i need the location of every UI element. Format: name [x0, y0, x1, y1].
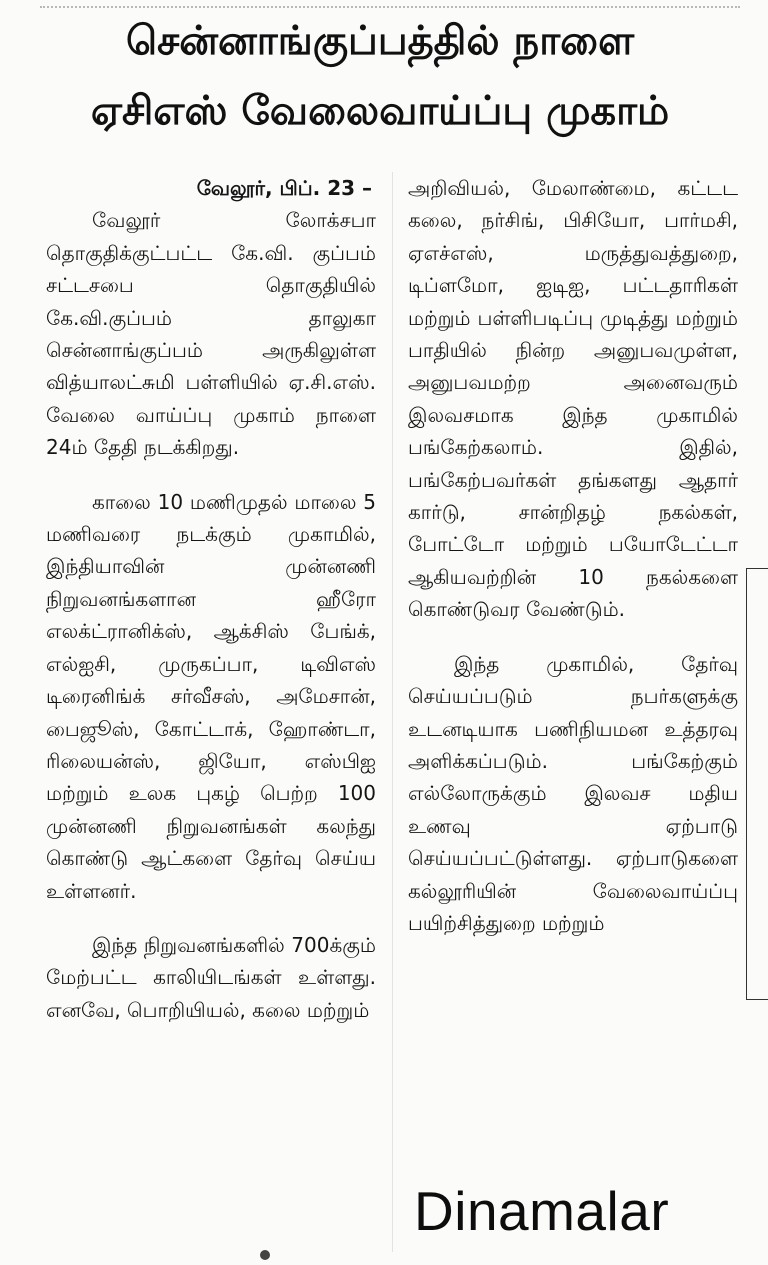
cut-off-text-fade — [408, 1130, 738, 1146]
adjacent-boxed-article-edge — [746, 568, 768, 1000]
article-left-column — [46, 172, 376, 1252]
column-gutter — [392, 172, 393, 1252]
dateline: வேலூர், பிப். 23 – — [196, 176, 372, 200]
headline-line-2: ஏசிஎஸ் வேலைவாய்ப்பு முகாம் — [90, 88, 670, 134]
left-paragraph-1: வேலூர் லோக்சபா தொகுதிக்குட்பட்ட கே.வி. குப்பம் சட்டசபை தொகுதியில் கே.வி.குப்பம் தாலுகா சென்னாங்குப்பம் அருகிலுள்ள வித்யாலட்சுமி பள்ளியில் ஏ.சி.எஸ். வேலை வாய்ப்பு முகாம் நாளை 24ம் தேதி நடக்கிறது. — [46, 208, 376, 460]
left-paragraph-3: இந்த நிறுவனங்களில் 700க்கும் மேற்பட்ட காலியிடங்கள் உள்ளது. எனவே, பொறியியல், கலை மற்றும் — [46, 932, 376, 1022]
right-paragraph-2: இந்த முகாமில், தேர்வு செய்யப்படும் நபர்களுக்கு உடனடியாக பணிநியமன உத்தரவு அளிக்கப்படும். பங்கேற்கும் எல்லோருக்கும் இலவச மதிய உணவு ஏற்பாடு செய்யப்பட்டுள்ளது. ஏற்பாடுகளை கல்லூரியின் வேலைவாய்ப்பு பயிற்சித்துறை மற்றும் — [408, 651, 738, 935]
dinamalar-watermark: Dinamalar — [414, 1180, 670, 1242]
bottom-bullet-mark — [260, 1250, 270, 1260]
article-right-column — [408, 172, 738, 1144]
left-paragraph-2: காலை 10 மணிமுதல் மாலை 5 மணிவரை நடக்கும் முகாமில், இந்தியாவின் முன்னணி நிறுவனங்களான ஹீரோ எலக்ட்ரானிக்ஸ், ஆக்சிஸ் பேங்க், எல்ஐசி, முருகப்பா, டிவிஎஸ் டிரைனிங்க் சர்வீசஸ், அமேசான், பைஜூஸ், கோட்டாக், ஹோண்டா, ரிலையன்ஸ், ஜியோ, எஸ்பிஐ மற்றும் உலக புகழ் பெற்ற 100 முன்னணி நிறுவனங்கள் கலந்து கொண்டு ஆட்களை தேர்வு செய்ய உள்ளனர். — [46, 489, 376, 903]
top-cut-text-strip — [40, 0, 740, 8]
right-paragraph-1: அறிவியல், மேலாண்மை, கட்டட கலை, நர்சிங், பிசியோ, பார்மசி, ஏஎச்எஸ், மருத்துவத்துறை, டிப்ளமோ, ஐடிஐ, பட்டதாரிகள் மற்றும் பள்ளிபடிப்பு முடித்து மற்றும் பாதியில் நின்ற அனுபவமுள்ள, அனுபவமற்ற அனைவரும் இலவசமாக இந்த முகாமில் பங்கேற்கலாம். இதில், பங்கேற்பவர்கள் தங்களது ஆதார் கார்டு, சான்றிதழ் நகல்கள், போட்டோ மற்றும் பயோடேட்டா ஆகியவற்றின் 10 நகல்களை கொண்டுவர வேண்டும். — [408, 176, 738, 622]
headline-line-1: சென்னாங்குப்பத்தில் நாளை — [125, 18, 635, 64]
